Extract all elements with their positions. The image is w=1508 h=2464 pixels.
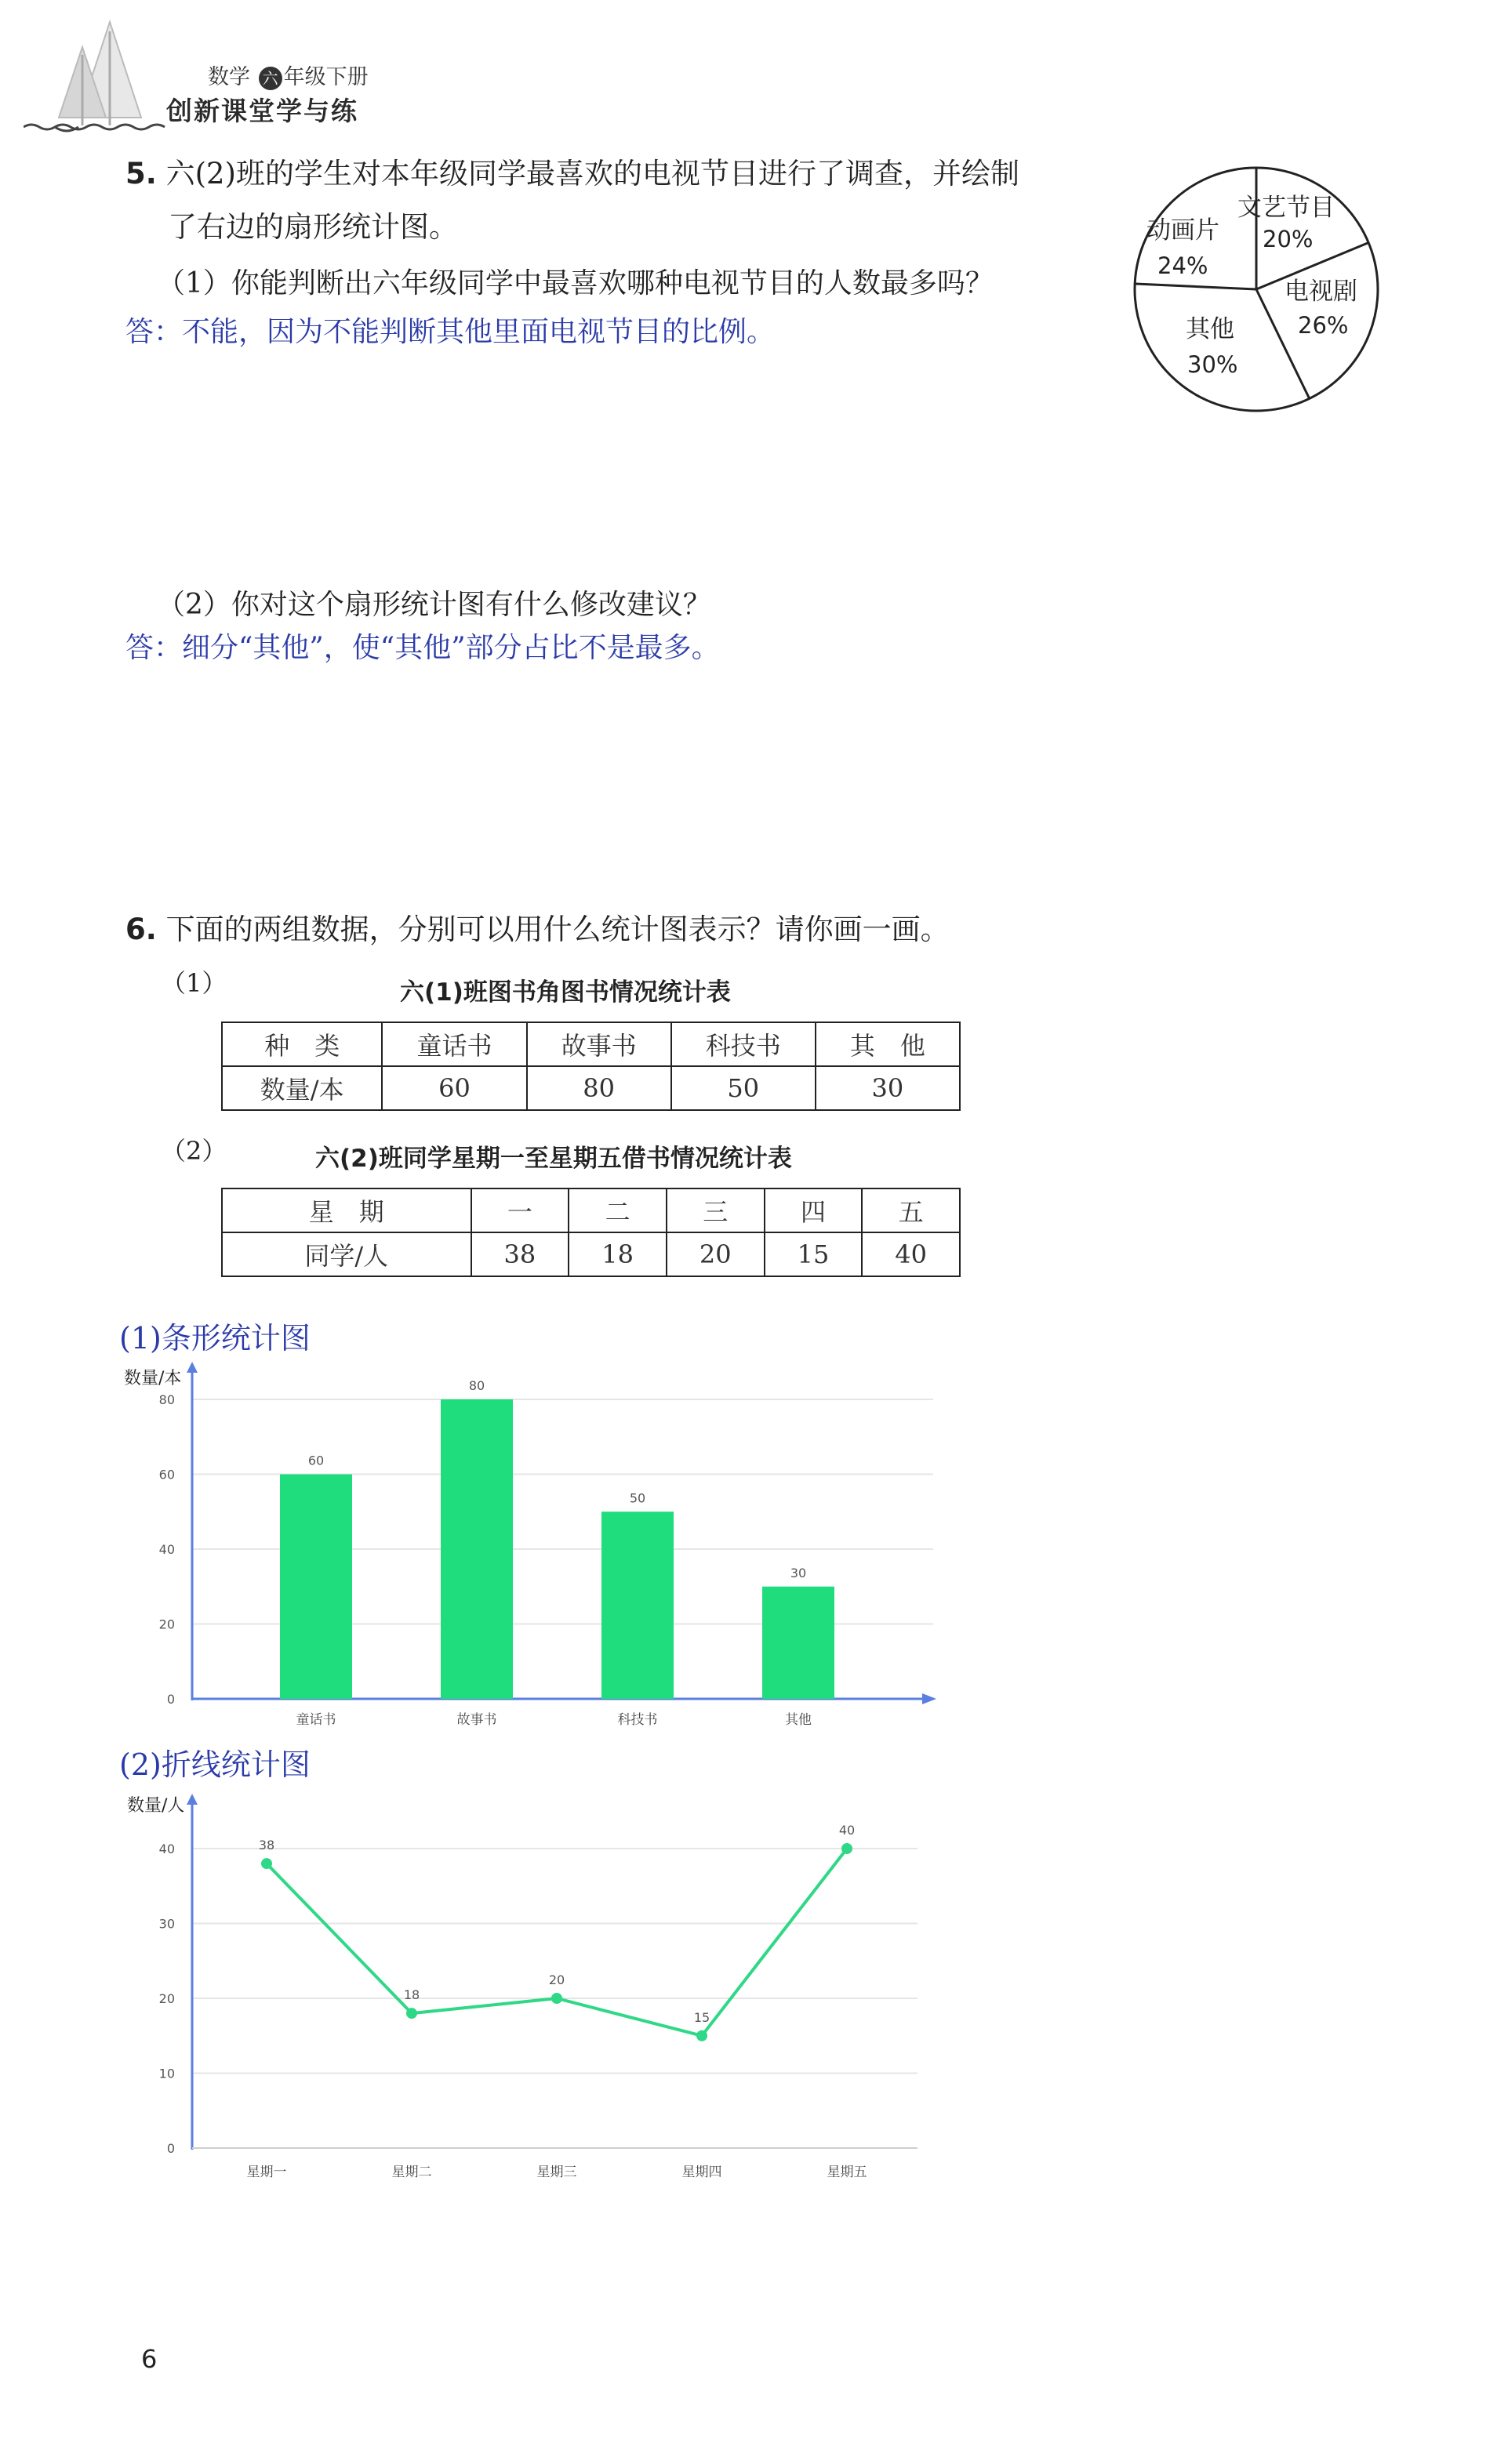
line-data-label: 20: [548, 1972, 565, 1987]
q5-sub1: （1）你能判断出六年级同学中最喜欢哪种电视节目的人数最多吗？: [157, 267, 994, 299]
line-category-label: 星期三: [536, 2165, 577, 2180]
line-ytick-label: 0: [166, 2141, 175, 2156]
bar-category-label: 故事书: [456, 1712, 497, 1728]
q6-number: 6.: [125, 913, 157, 946]
table2-cell: 二: [569, 1188, 667, 1232]
line-ytick-label: 40: [158, 1842, 175, 1856]
line-data-label: 40: [838, 1823, 856, 1838]
header-subject: [208, 60, 369, 90]
table1-header-row: [222, 1022, 960, 1066]
line-category-label: 星期四: [681, 2165, 722, 2180]
table2-data-row: [222, 1232, 960, 1276]
table2-title: 六(2)班同学星期一至星期五借书情况统计表: [315, 1145, 792, 1173]
bar-data-label: 80: [468, 1378, 485, 1393]
table2-cell: 15: [765, 1232, 863, 1276]
q5-line1: [125, 155, 1019, 193]
bar-chart: [118, 1360, 949, 1736]
table2-header-row: [222, 1188, 960, 1232]
table2-cell: 20: [667, 1232, 765, 1276]
page-number: 6: [141, 2344, 158, 2374]
bar-data-label: 60: [307, 1453, 325, 1468]
line-point-3: [551, 1993, 562, 2004]
line-y-axis-arrow: [187, 1794, 198, 1805]
table1-cell: 30: [816, 1066, 960, 1110]
bar-ytick-label: 80: [158, 1392, 175, 1407]
line-series: [267, 1849, 847, 2036]
subject-text: 数学: [208, 65, 250, 89]
line-point-1: [261, 1858, 272, 1869]
line-ytick-label: 10: [158, 2066, 175, 2081]
bar-3: [601, 1511, 674, 1699]
pie-value-wenyi: 20%: [1263, 226, 1314, 252]
table2-cell: 40: [862, 1232, 960, 1276]
pie-label-dianshiju: 电视剧: [1285, 278, 1357, 306]
table1-cell: 故事书: [527, 1022, 671, 1066]
bar-category-label: 科技书: [617, 1712, 658, 1728]
header-logo-trees-icon: [24, 16, 173, 141]
pie-value-donghua: 24%: [1157, 252, 1208, 279]
bar-4: [762, 1587, 834, 1699]
line-point-5: [841, 1843, 852, 1854]
q5-number: 5.: [125, 157, 157, 191]
pie-label-qita: 其他: [1186, 315, 1234, 343]
table1-data-row: [222, 1066, 960, 1110]
line-point-2: [406, 2008, 417, 2019]
bar-ytick-label: 60: [158, 1467, 175, 1482]
table2-cell: 一: [471, 1188, 569, 1232]
q6-part1-label: （1）: [161, 968, 227, 998]
line-data-label: 18: [403, 1987, 420, 2003]
q6-line: [125, 911, 950, 949]
pie-label-donghua: 动画片: [1146, 216, 1219, 245]
table2-cell: 星 期: [222, 1188, 471, 1232]
q5-text-line1: 六(2)班的学生对本年级同学最喜欢的电视节目进行了调查，并绘制: [165, 157, 1019, 191]
table1-cell: 80: [527, 1066, 671, 1110]
q6-text: 下面的两组数据，分别可以用什么统计图表示？请你画一画。: [165, 913, 950, 946]
table2-cell: 18: [569, 1232, 667, 1276]
grade-text: 年级下册: [283, 65, 369, 89]
pie-chart: [1121, 166, 1388, 425]
line-chart: [118, 1787, 949, 2195]
line-ytick-label: 30: [158, 1916, 175, 1932]
bar-data-label: 50: [629, 1490, 646, 1506]
table2-cell: 四: [765, 1188, 863, 1232]
table2-cell: 同学/人: [222, 1232, 471, 1276]
grade-badge: 六: [259, 67, 282, 90]
line-category-label: 星期一: [246, 2165, 287, 2180]
table1: [221, 1022, 961, 1111]
bar-2: [441, 1399, 513, 1699]
q5-sub2: （2）你对这个扇形统计图有什么修改建议？: [157, 589, 711, 621]
table2-cell: 三: [667, 1188, 765, 1232]
line-data-label: 15: [693, 2009, 710, 2025]
line-category-label: 星期二: [391, 2165, 432, 2180]
table1-cell: 种 类: [222, 1022, 382, 1066]
q5-line2: 了右边的扇形统计图。: [168, 210, 458, 244]
bar-1: [280, 1475, 352, 1700]
table2-cell: 五: [862, 1188, 960, 1232]
header-brand: 创新课堂学与练: [166, 96, 358, 126]
table1-cell: 50: [671, 1066, 816, 1110]
bar-data-label: 30: [790, 1565, 807, 1580]
bar-ytick-label: 0: [166, 1692, 175, 1707]
pie-value-qita: 30%: [1187, 351, 1238, 378]
line-category-label: 星期五: [827, 2165, 867, 2180]
line-data-label: 38: [258, 1838, 275, 1853]
line-chart-title: (2)折线统计图: [119, 1747, 311, 1782]
bar-category-label: 童话书: [296, 1712, 336, 1728]
pie-value-dianshiju: 26%: [1298, 312, 1349, 339]
bar-y-axis-arrow: [187, 1362, 198, 1373]
table1-cell: 童话书: [382, 1022, 526, 1066]
table1-cell: 数量/本: [222, 1066, 382, 1110]
table2-cell: 38: [471, 1232, 569, 1276]
bar-category-label: 其他: [785, 1712, 812, 1728]
table2: [221, 1188, 961, 1277]
bar-ytick-label: 20: [158, 1617, 175, 1632]
table1-title: 六(1)班图书角图书情况统计表: [400, 978, 731, 1007]
q5-answer1: 答：不能，因为不能判断其他里面电视节目的比例。: [125, 316, 776, 348]
bar-ylabel: 数量/本: [124, 1369, 182, 1388]
table1-cell: 其 他: [816, 1022, 960, 1066]
bar-ytick-label: 40: [158, 1542, 175, 1557]
bar-x-axis-arrow: [922, 1693, 936, 1704]
q6-part2-label: （2）: [161, 1136, 227, 1166]
q5-answer2: 答：细分“其他”，使“其他”部分占比不是最多。: [125, 632, 720, 664]
pie-label-wenyi: 文艺节目: [1237, 194, 1335, 222]
bar-chart-title: (1)条形统计图: [119, 1321, 311, 1355]
table1-cell: 科技书: [671, 1022, 816, 1066]
line-ytick-label: 20: [158, 1991, 175, 2006]
line-ylabel: 数量/人: [127, 1796, 185, 1816]
line-point-4: [696, 2030, 707, 2041]
table1-cell: 60: [382, 1066, 526, 1110]
